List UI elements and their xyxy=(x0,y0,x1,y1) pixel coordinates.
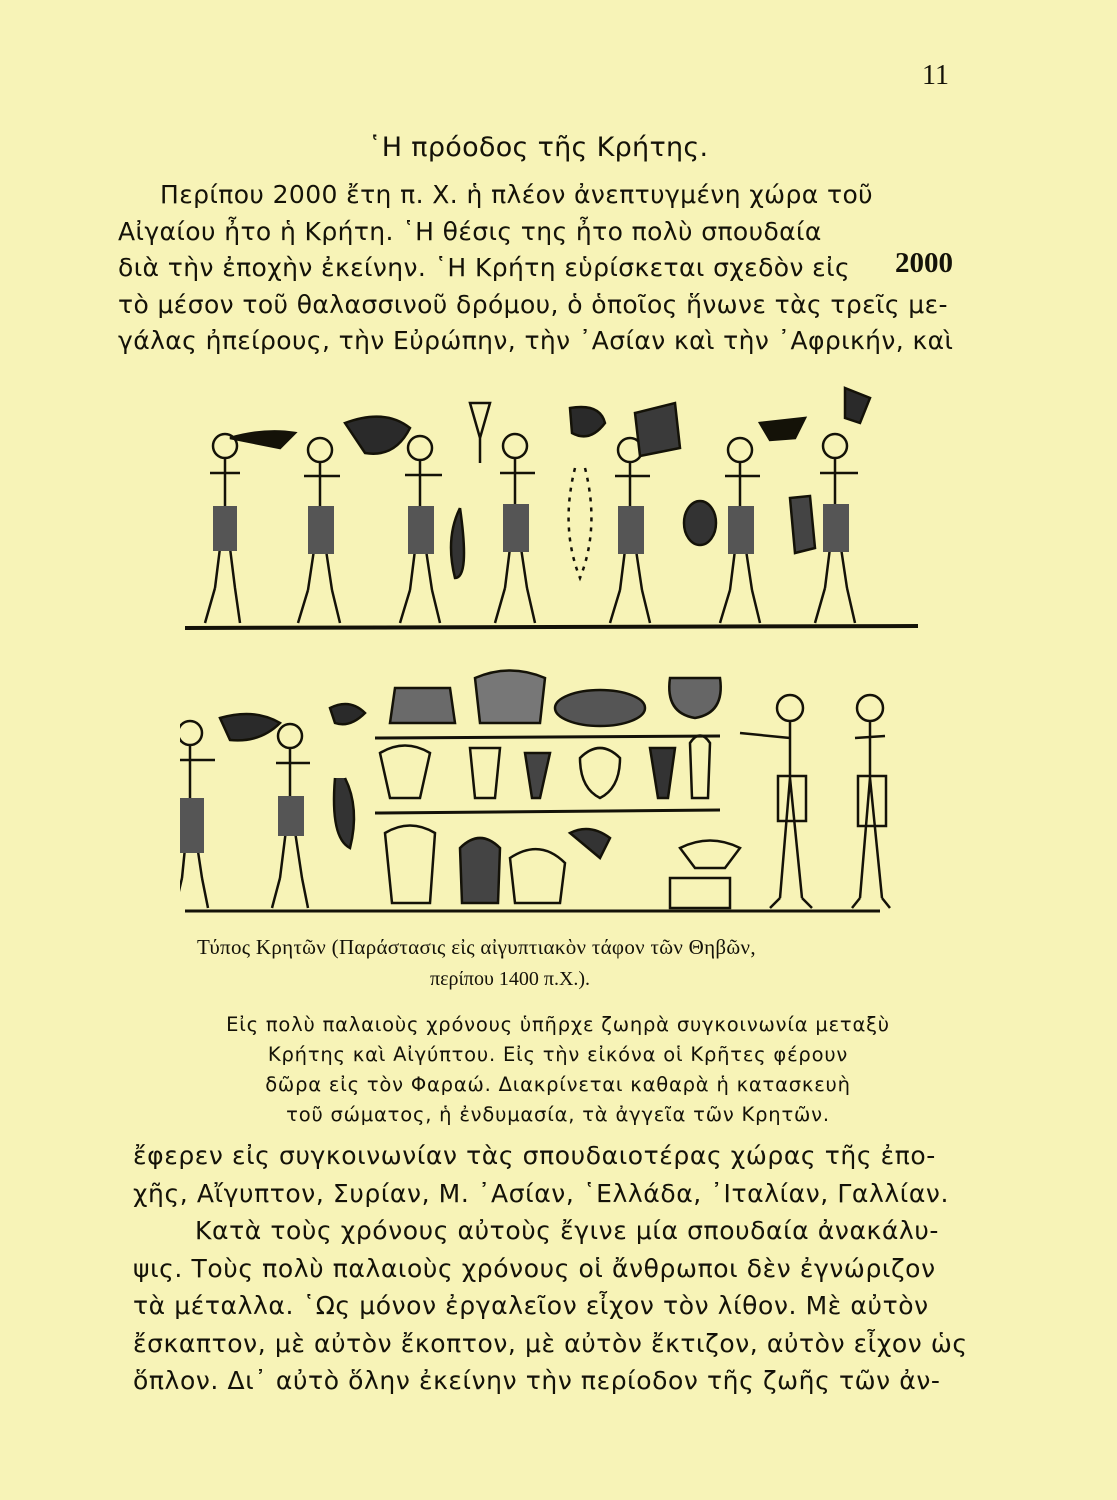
upper-figure-1 xyxy=(205,431,295,623)
figure-description-line: Κρήτης καὶ Αἰγύπτου. Εἰς τὴν εἰκόνα οἱ Κρῆτες φέρουν xyxy=(267,1043,849,1066)
figure-description-line: δῶρα εἰς τὸν Φαραώ. Διακρίνεται καθαρὰ ἡ κατασκευὴ xyxy=(265,1073,851,1096)
lower-figure-1 xyxy=(180,714,280,908)
paragraph2-line: ἔσκαπτον, μὲ αὐτὸν ἔκοπτον, μὲ αὐτὸν ἔκτιζον, αὐτὸν εἶχον ὡς xyxy=(133,1328,968,1358)
intro-line-1: Περίπου 2000 ἔτη π. Χ. ἡ πλέον ἀνεπτυγμένη χώρα τοῦ xyxy=(160,180,874,209)
upper-figure-6 xyxy=(684,418,805,623)
intro-line-4: τὸ μέσον τοῦ θαλασσινοῦ δρόμου, ὁ ὁποῖος ἥνωνε τὰς τρεῖς με- xyxy=(118,290,948,319)
page-number: 11 xyxy=(922,60,949,91)
figure-caption-date: περίπου 1400 π.Χ.). xyxy=(430,968,591,990)
paragraph2-line: ὅπλον. Δι᾿ αὐτὸ ὅλην ἐκείνην τὴν περίοδον τῆς ζωῆς τῶν ἀν- xyxy=(133,1366,941,1395)
figure-caption-title: Τύπος Κρητῶν (Παράστασις εἰς αἰγυπτιακὸν τάφον τῶν Θηβῶν, xyxy=(197,935,756,959)
paragraph2-line: τὰ μέταλλα. ῾Ως μόνον ἐργαλεῖον εἶχον τὸν λίθον. Μὲ αὐτὸν xyxy=(133,1291,929,1320)
lower-figure-2 xyxy=(272,704,365,908)
figure-description xyxy=(178,1010,938,1130)
body-continuation xyxy=(133,1137,968,1400)
figure-description-line: Εἰς πολὺ παλαιοὺς χρόνους ὑπῆρχε ζωηρὰ συγκοινωνία μεταξὺ xyxy=(226,1013,890,1036)
margin-date-note: 2000 xyxy=(895,247,953,279)
lower-figure-3 xyxy=(740,695,812,908)
paragraph2-line: Κατὰ τοὺς χρόνους αὐτοὺς ἔγινε μία σπουδαία ἀνακάλυ- xyxy=(195,1216,940,1245)
intro-line-5: γάλας ἠπείρους, τὴν Εὐρώπην, τὴν ᾿Ασίαν καὶ τὴν ᾿Αφρικήν, καὶ xyxy=(118,326,954,355)
paragraph2-line: ψις. Τοὺς πολὺ παλαιοὺς χρόνους οἱ ἄνθρωποι δὲν ἐγνώριζον xyxy=(133,1253,936,1283)
upper-figure-4 xyxy=(495,407,605,623)
continuation-line: χῆς, Αἴγυπτον, Συρίαν, Μ. ᾿Ασίαν, ῾Ελλάδα, ᾿Ιταλίαν, Γαλλίαν. xyxy=(133,1178,950,1208)
section-title: ῾Η πρόοδος τῆς Κρήτης. xyxy=(368,132,709,163)
upper-figure-3 xyxy=(400,403,490,623)
continuation-line: ἔφερεν εἰς συγκοινωνίαν τὰς σπουδαιοτέρας χώρας τῆς ἐπο- xyxy=(133,1141,936,1170)
lower-figure-4 xyxy=(852,695,890,908)
intro-line-2: Αἰγαίου ἦτο ἡ Κρήτη. ῾Η θέσις της ἦτο πολὺ σπουδαία xyxy=(118,217,822,246)
figure-description-line: τοῦ σώματος, ἡ ἐνδυμασία, τὰ ἀγγεῖα τῶν Κρητῶν. xyxy=(286,1103,830,1126)
tomb-painting-illustration xyxy=(180,378,920,923)
offering-shelves xyxy=(375,671,740,909)
upper-figure-2 xyxy=(298,417,410,623)
intro-line-3: διὰ τὴν ἐποχὴν ἐκείνην. ῾Η Κρήτη εὑρίσκεται σχεδὸν εἰς xyxy=(118,253,851,282)
upper-figure-5 xyxy=(610,403,680,623)
